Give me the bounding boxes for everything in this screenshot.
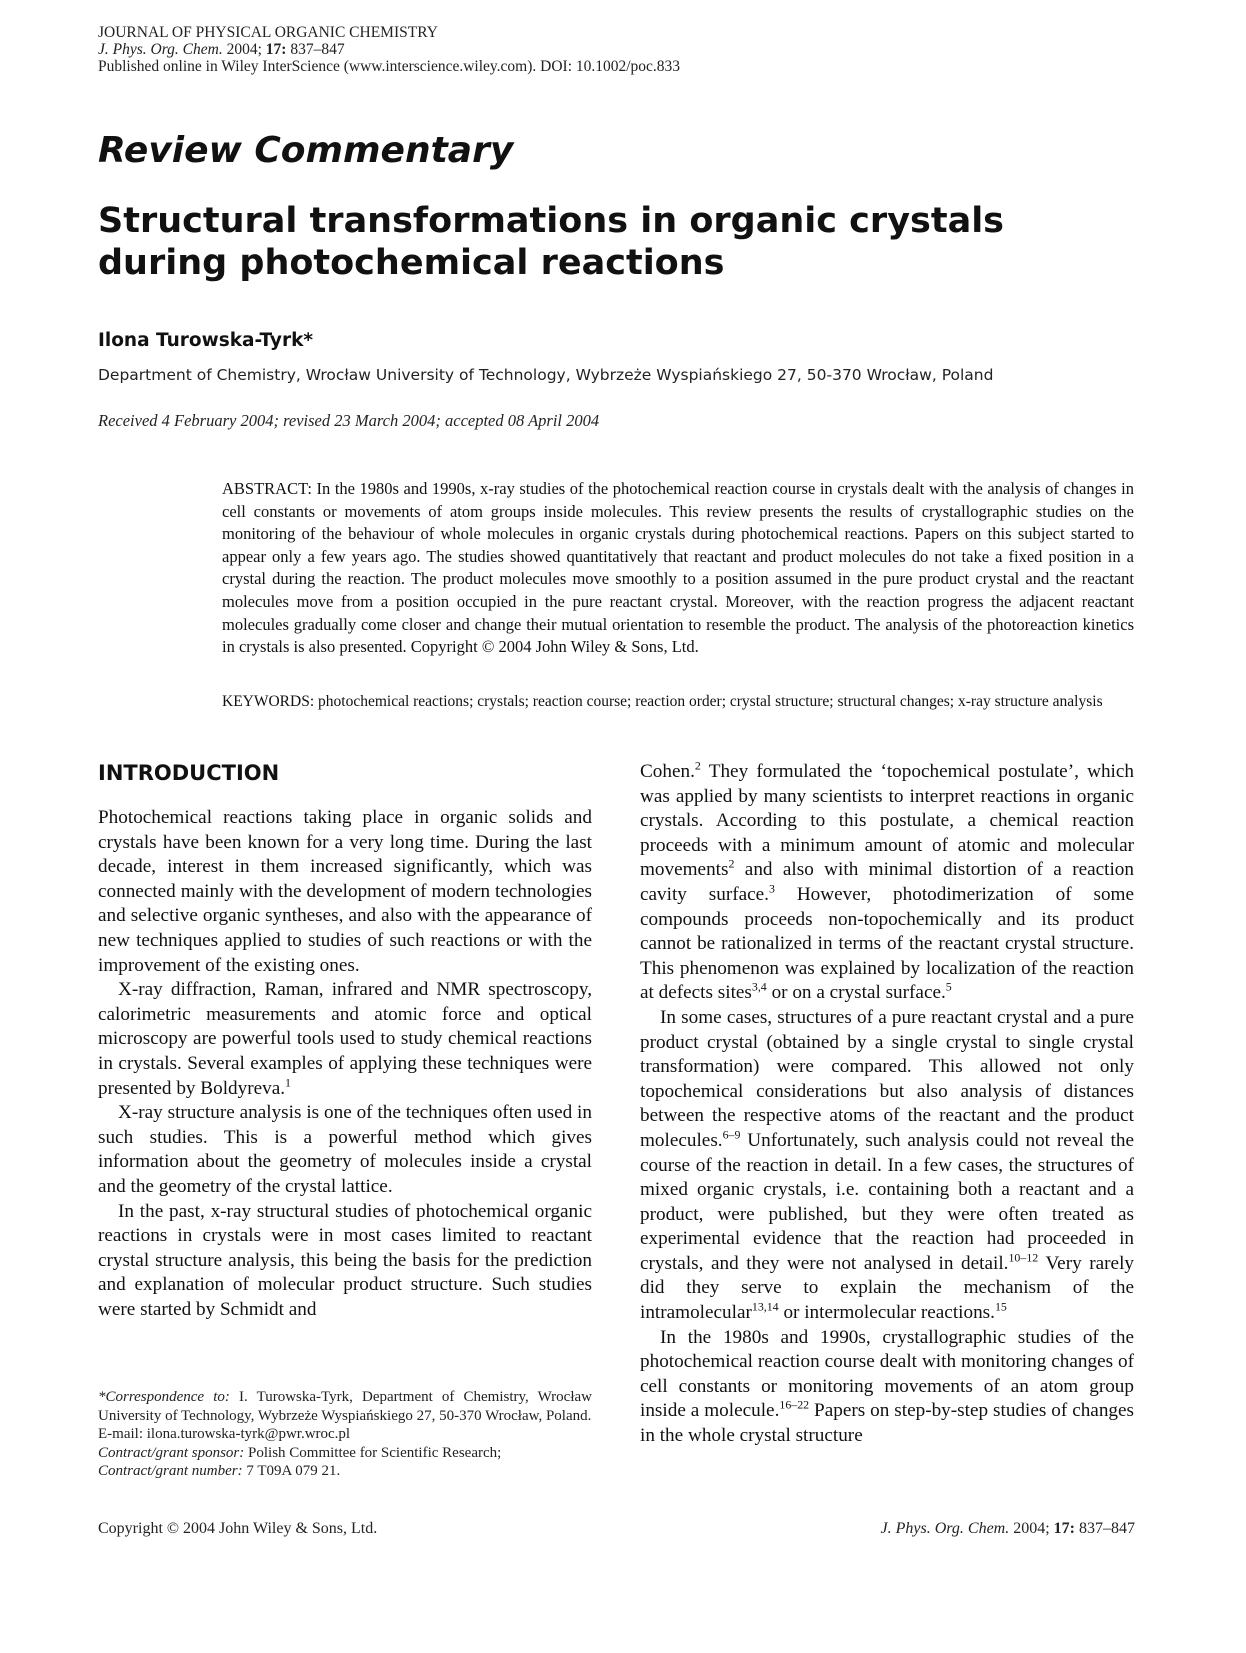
- grant-sponsor-line: Contract/grant sponsor: Polish Committee for Scientific Research;: [98, 1444, 502, 1461]
- left-column: [98, 760, 592, 1322]
- footer-copyright: Copyright © 2004 John Wiley & Sons, Ltd.: [98, 1520, 378, 1537]
- correspondence-footnote: [98, 1388, 592, 1481]
- footer-citation: J. Phys. Org. Chem. 2004; 17: 837–847: [880, 1520, 1135, 1537]
- reference-marker: 16–22: [779, 1398, 810, 1413]
- reference-marker: 1: [285, 1075, 291, 1090]
- abstract: ABSTRACT: In the 1980s and 1990s, x-ray studies of the photochemical reaction course in crystals dealt with the analysis of changes in cell constants or movements of atom groups inside molecules. This review presents the results of crystallographic studies on the monitoring of the behaviour of whole molecules in organic crystals during photochemical reactions. Papers on this subject started to appear only a few years ago. The studies showed quantitatively that reactant and product molecules do not take a fixed position in a crystal during the reaction. The product molecules move smoothly to a position assumed in the pure product crystal and the reactant molecules move from a position occupied in the pure reactant crystal. Moreover, with the reaction progress the adjacent reactant molecules gradually come closer and change their mutual orientation to resemble the product. The analysis of the photoreaction kinetics in crystals is also presented. Copyright © 2004 John Wiley & Sons, Ltd.: [222, 479, 1134, 657]
- reference-marker: 6–9: [722, 1127, 741, 1142]
- reference-marker: 2: [728, 856, 735, 871]
- author-affiliation: Department of Chemistry, Wrocław University of Technology, Wybrzeże Wyspiańskiego 27, 50-370 Wrocław, Poland: [98, 366, 994, 384]
- right-column: [640, 760, 1134, 1449]
- right-paragraph-3: In the 1980s and 1990s, crystallographic studies of the photochemical reaction course dealt with monitoring changes of cell constants or monitoring movements of an atom group inside a molecule.$^{16-22}$ Papers on step-by-step studies of changes in the whole crystal structure: [640, 1326, 1134, 1447]
- reference-marker: 13,14: [751, 1299, 779, 1314]
- keywords: KEYWORDS: photochemical reactions; crystals; reaction course; reaction order; crystal structure; structural changes; x-ray structure analysis: [222, 693, 1103, 710]
- intro-paragraph-3: X-ray structure analysis is one of the techniques often used in such studies. This is a powerful method which gives information about the geometry of molecules inside a crystal and the geometry of the crystal lattice.: [98, 1102, 592, 1197]
- correspondence-line: *Correspondence to: I. Turowska-Tyrk, Department of Chemistry, Wrocław University of Technology, Wybrzeże Wyspiańskiego 27, 50-370 Wrocław, Poland.: [98, 1389, 592, 1424]
- intro-paragraph-4: In the past, x-ray structural studies of photochemical organic reactions in crystals were in most cases limited to reactant crystal structure analysis, this being the basis for the prediction and explanation of molecular product structure. Such studies were started by Schmidt and: [98, 1200, 592, 1320]
- reference-marker: 2: [694, 758, 701, 773]
- reference-marker: 10–12: [1008, 1250, 1039, 1265]
- introduction-heading: INTRODUCTION: [98, 761, 280, 785]
- published-online-line: Published online in Wiley InterScience (www.interscience.wiley.com). DOI: 10.1002/poc.833: [98, 58, 681, 75]
- article-title: Structural transformations in organic crystals during photochemical reactions: [98, 201, 1005, 283]
- reference-marker: 3,4: [751, 979, 767, 994]
- reference-marker: 5: [945, 979, 952, 994]
- reference-marker: 3: [768, 881, 775, 896]
- author-name: Ilona Turowska-Tyrk*: [98, 330, 314, 351]
- right-paragraph-2: In some cases, structures of a pure reactant crystal and a pure product crystal (obtained by a single crystal to single crystal transformation) were compared. This allowed not only topochemical considerations but also analysis of distances between the respective atoms of the reactant and the product molecules.$^{6-9}$ Unfortunately, such analysis could not reveal the course of the reaction in detail. In a few cases, the structures of mixed organic crystals, i.e. containing both a reactant and a product, were published, but they were often treated as experimental evidence that the reaction had proceeded in crystals, and they were not analysed in detail.$^{10-12}$ Very rarely did they serve to explain the mechanism of the intramolecular$^{13,14}$ or intermolecular reactions.$^{15}$: [640, 1006, 1134, 1324]
- section-type: Review Commentary: [98, 130, 514, 171]
- reference-marker: 15: [994, 1299, 1007, 1314]
- email-line: E-mail: ilona.turowska-tyrk@pwr.wroc.pl: [98, 1426, 351, 1442]
- journal-name: JOURNAL OF PHYSICAL ORGANIC CHEMISTRY: [98, 24, 438, 41]
- journal-citation: J. Phys. Org. Chem. 2004; 17: 837–847: [98, 41, 345, 58]
- received-dates: Received 4 February 2004; revised 23 March 2004; accepted 08 April 2004: [98, 411, 600, 430]
- grant-number-line: Contract/grant number: 7 T09A 079 21.: [98, 1463, 341, 1479]
- intro-paragraph-1: Photochemical reactions taking place in organic solids and crystals have been known for a very long time. During the last decade, interest in them increased significantly, which was connected mainly with the development of modern technologies and selective organic syntheses, and also with the appearance of new techniques applied to studies of such reactions or with the improvement of the existing ones.: [98, 807, 592, 976]
- intro-paragraph-2: X-ray diffraction, Raman, infrared and NMR spectroscopy, calorimetric measurements and atomic force and optical microscopy are powerful tools used to study chemical reactions in crystals. Several examples of applying these techniques were presented by Boldyreva.$^1$: [98, 979, 592, 1099]
- journal-header: [98, 24, 680, 75]
- right-paragraph-1: Cohen.$^2$ They formulated the ‘topochemical postulate’, which was applied by many scientists to interpret reactions in organic crystals. According to this postulate, a chemical reaction proceeds with a minimum amount of atomic and molecular movements$^2$ and also with minimal distortion of a reaction cavity surface.$^3$ However, photodimerization of some compounds proceeds non-topochemically and its product cannot be rationalized in terms of the reactant crystal structure. This phenomenon was explained by localization of the reaction at defects sites$^{3,4}$ or on a crystal surface.$^5$: [640, 758, 1134, 1004]
